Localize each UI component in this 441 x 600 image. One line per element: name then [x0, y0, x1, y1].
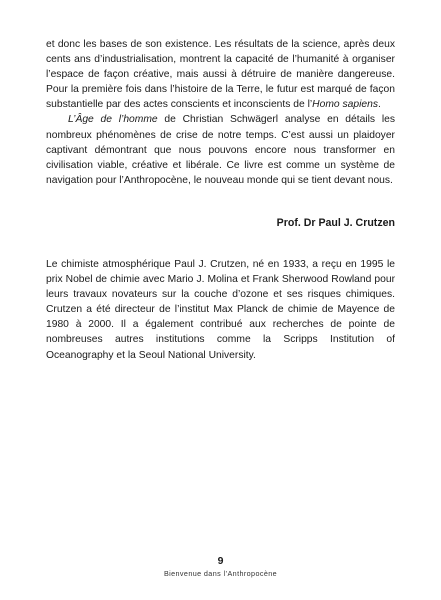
- paragraph-intro-text: et donc les bases de son existence. Les résultats de la science, après deux cents ans d’industrialisation, montrent la capacité de l’humanité à organiser l’espace de façon créative, mais aussi à détruire de manière dangereuse. Pour la première fois dans l’histoire de la Terre, le futur est marqué de façon substantielle par des actes conscients et inconscients de l’: [46, 39, 395, 111]
- running-title: Bienvenue dans l’Anthropocène: [163, 569, 278, 578]
- book-title-italic: L’Âge de l’homme: [68, 114, 158, 126]
- paragraph-book-summary: [46, 112, 395, 187]
- author-signature: Prof. Dr Paul J. Crutzen: [276, 216, 395, 229]
- paragraph-book-summary-text: de Christian Schwägerl analyse en détails les nombreux phénomènes de crise de notre temps. C’est aussi un plaidoyer captivant démontrant que nous pouvons encore nous transformer en civilisation viable, créative et libérale. Ce livre est comme un système de navigation pour l’Anthropocène, le nouveau monde qui se tient devant nous.: [46, 114, 395, 186]
- page-number: 9: [217, 555, 224, 567]
- paragraph-intro: [46, 37, 395, 112]
- homo-sapiens-italic: Homo sapiens: [312, 99, 378, 111]
- author-biography: Le chimiste atmosphérique Paul J. Crutzen, né en 1933, a reçu en 1995 le prix Nobel de chimie avec Mario J. Molina et Frank Sherwood Rowland pour leurs travaux novateurs sur la couche d’ozone et ses risques chimiques. Crutzen a été directeur de l’institut Max Planck de chimie de Mayence de 1980 à 2000. Il a également contribué aux recherches de pointe de nombreuses autres institutions comme la Scripps Institution of Oceanography et la Seoul National University.: [46, 258, 395, 361]
- page-body: [46, 37, 395, 363]
- paragraph-intro-end: .: [377, 99, 381, 111]
